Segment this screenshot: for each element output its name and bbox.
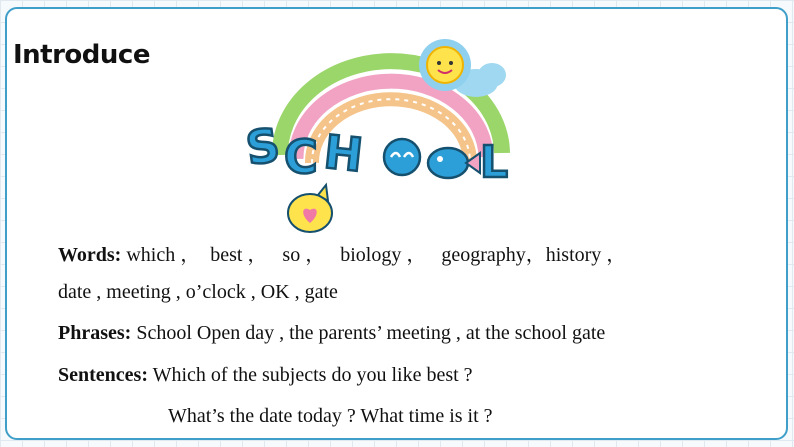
slide-title: Introduce <box>13 40 150 70</box>
svg-text:S: S <box>242 117 283 176</box>
words-line-2: date , meeting , o’clock , OK , gate <box>58 281 338 303</box>
words-line <box>58 238 626 267</box>
sentences-label: Sentences: <box>58 364 148 386</box>
school-logo-icon <box>240 35 540 235</box>
words-label: Words: <box>58 244 122 266</box>
phrases-list: School Open day , the parents’ meeting , at the school gate <box>131 322 606 344</box>
sentences-line <box>58 364 473 387</box>
svg-text:C: C <box>284 130 318 184</box>
phrases-line <box>58 322 605 345</box>
phrases-label: Phrases: <box>58 322 132 344</box>
sun-icon <box>419 39 471 91</box>
svg-text:H: H <box>321 124 366 183</box>
sentence-1: Which of the subjects do you like best ? <box>147 364 473 386</box>
sentence-2: What’s the date today ? What time is it ? <box>168 405 493 427</box>
svg-text:L: L <box>480 137 509 188</box>
speech-bubble-heart-icon <box>288 185 332 232</box>
words-list: which ， best ， so ， biology ， geography，history ， <box>121 244 627 266</box>
